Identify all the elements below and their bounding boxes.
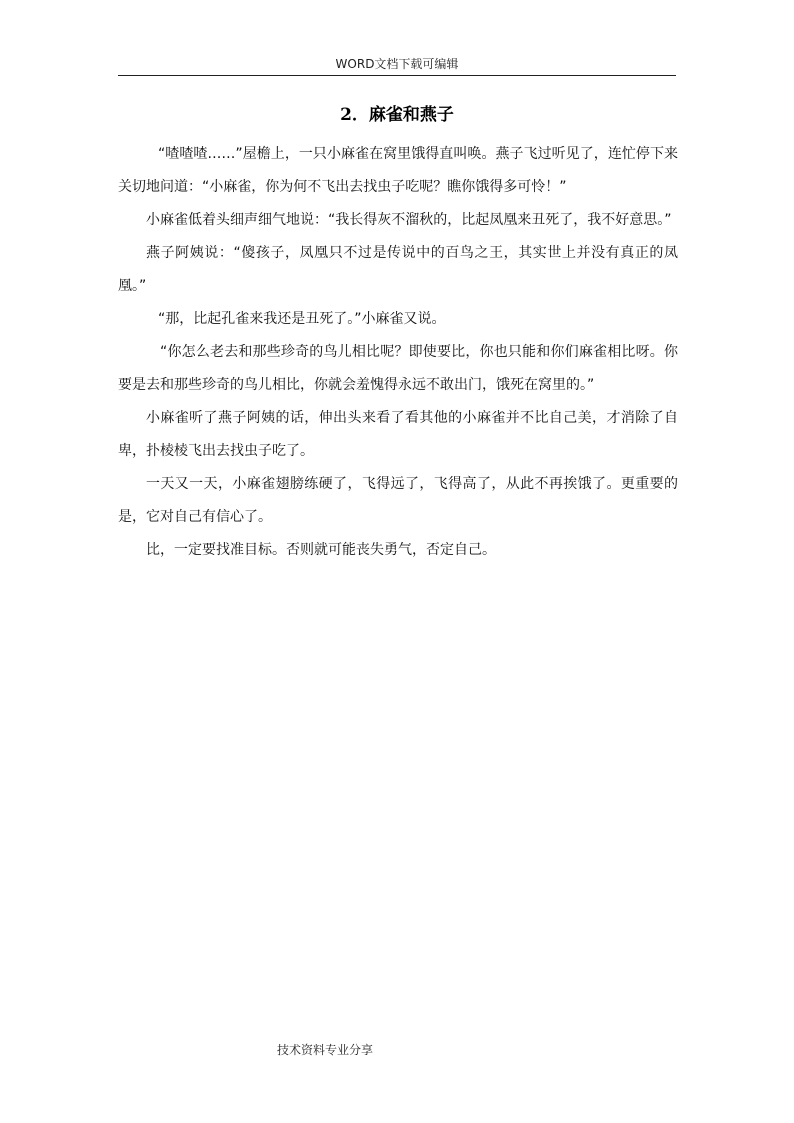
page-footer <box>275 1041 375 1059</box>
footer-text: 技术资料专业分享 <box>276 1043 373 1057</box>
paragraph-5: “你怎么老去和那些珍奇的鸟儿相比呢？即使要比，你也只能和你们麻雀相比呀。你要是去和那些珍奇的鸟儿相比，你就会羞愧得永远不敢出门，饿死在窝里的。” <box>118 344 678 393</box>
paragraph-3: 燕子阿姨说：“傻孩子，凤凰只不过是传说中的百鸟之王，其实世上并没有真正的凤凰。” <box>118 245 678 294</box>
paragraph-2: 小麻雀低着头细声细气地说：“我长得灰不溜秋的，比起凤凰来丑死了，我不好意思。” <box>146 212 672 228</box>
paragraph-6: 小麻雀听了燕子阿姨的话，伸出头来看了看其他的小麻雀并不比自己美，才消除了自卑，扑棱棱飞出去找虫子吃了。 <box>118 410 678 459</box>
header-text: WORD文档下载可编辑 <box>335 57 459 71</box>
page-header <box>118 55 676 76</box>
article-body <box>118 138 678 567</box>
paragraph-8: 比，一定要找准目标。否则就可能丧失勇气，否定自己。 <box>146 542 496 558</box>
paragraph-4: “那，比起孔雀来我还是丑死了。”小麻雀又说。 <box>158 311 446 327</box>
paragraph-1: “喳喳喳……”屋檐上，一只小麻雀在窝里饿得直叫唤。燕子飞过听见了，连忙停下来关切地问道：“小麻雀，你为何不飞出去找虫子吃呢？瞧你饿得多可怜！” <box>118 146 678 195</box>
article-title: 2．麻雀和燕子 <box>340 105 454 125</box>
paragraph-7: 一天又一天，小麻雀翅膀练硬了，飞得远了，飞得高了，从此不再挨饿了。更重要的是，它对自己有信心了。 <box>118 476 678 525</box>
